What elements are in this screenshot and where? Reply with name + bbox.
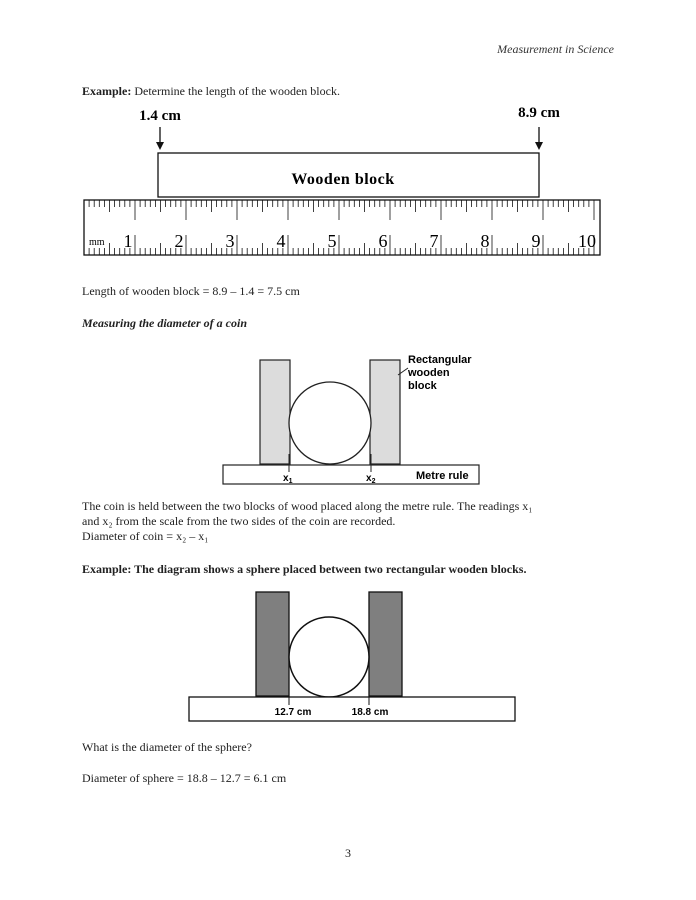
example1-text: Determine the length of the wooden block. [134, 84, 340, 98]
example2-answer: Diameter of sphere = 18.8 – 12.7 = 6.1 cm [82, 771, 287, 785]
coin-section-heading: Measuring the diameter of a coin [82, 316, 248, 330]
sphere-reading-left: 12.7 cm [274, 707, 312, 718]
reading-left-label: 1.4 cm [139, 108, 181, 124]
x1-label: $x_1$ [283, 473, 293, 485]
example2-question: What is the diameter of the sphere? [82, 740, 252, 754]
example1-label: Example: [82, 84, 132, 98]
x2-label: $x_2$ [366, 473, 376, 485]
left-wooden-block [260, 360, 290, 464]
example1-result: Length of wooden block = 8.9 – 1.4 = 7.5 cm [82, 284, 300, 298]
wooden-block-ruler-diagram [80, 100, 610, 260]
ruler-number: 8 [480, 231, 490, 251]
left-block [256, 592, 289, 696]
example1-intro [82, 84, 340, 99]
coin-para-line1: The coin is held between the two blocks of wood placed along the metre rule. The readings x₁ [82, 499, 533, 513]
ruler-number: 4 [276, 231, 286, 251]
sphere-diagram [186, 586, 518, 726]
block-callout-line3: block [408, 380, 437, 392]
coin-formula: Diameter of coin = x₂ – x₁ [82, 529, 209, 543]
ruler-number: 5 [327, 231, 337, 251]
page-number: 3 [345, 846, 351, 860]
ruler-number: 7 [429, 231, 439, 251]
ruler-number: 9 [531, 231, 541, 251]
ruler-number: 2 [174, 231, 184, 251]
metre-rule-label: Metre rule [416, 470, 469, 482]
ruler-number: 10 [578, 231, 596, 251]
block-callout-line2: wooden [408, 367, 450, 379]
sphere-reading-right: 18.8 cm [351, 707, 389, 718]
coin [289, 382, 371, 464]
running-header: Measurement in Science [497, 42, 614, 56]
left-arrow-head [156, 142, 164, 150]
ruler-number: 1 [123, 231, 133, 251]
coin-para-line2: and x₂ from the scale from the two sides of the coin are recorded. [82, 514, 396, 528]
ruler-number: 3 [225, 231, 235, 251]
wooden-block-label: Wooden block [291, 171, 395, 188]
ruler-number: 6 [378, 231, 388, 251]
coin-diagram [220, 348, 490, 490]
block-callout-line1: Rectangular [408, 354, 472, 366]
reading-right-label: 8.9 cm [518, 105, 560, 121]
right-block [369, 592, 402, 696]
sphere [289, 617, 369, 697]
right-wooden-block [370, 360, 400, 464]
ruler-unit-label: mm [89, 237, 105, 248]
right-arrow-head [535, 142, 543, 150]
ruler [84, 200, 600, 255]
example2-heading: Example: The diagram shows a sphere placed between two rectangular wooden blocks. [82, 562, 527, 576]
